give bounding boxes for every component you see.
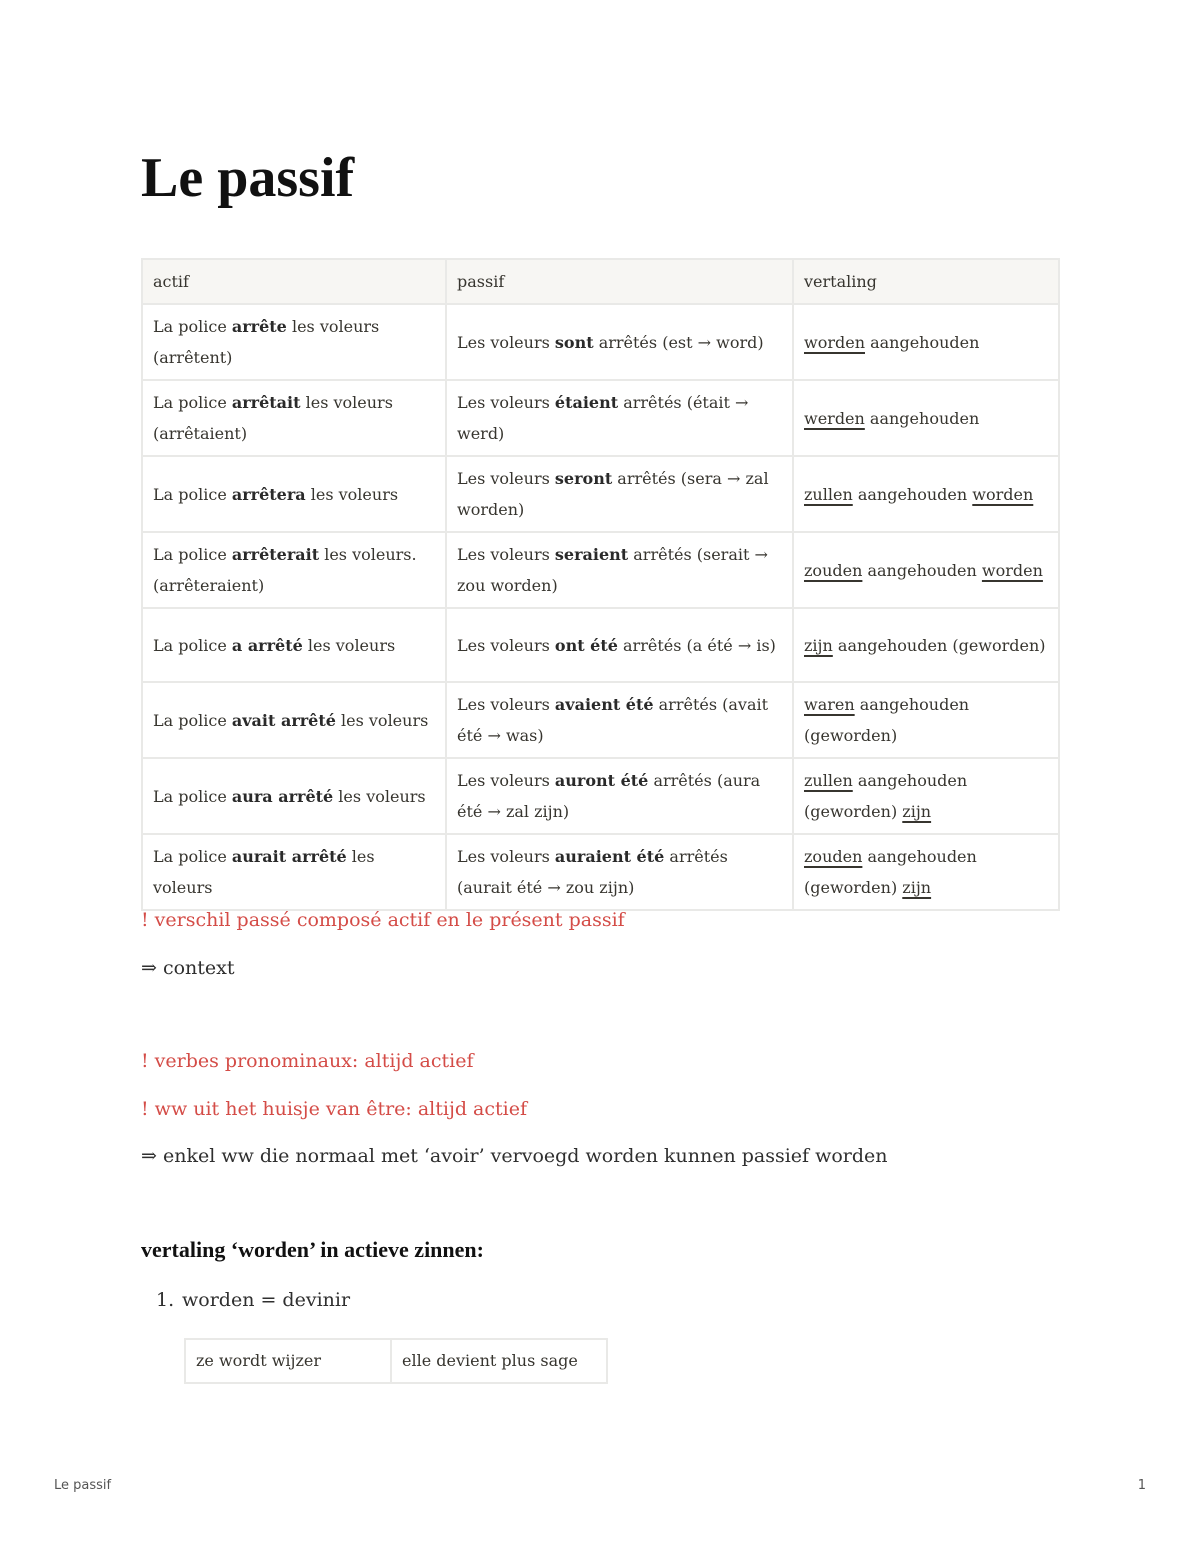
warning-note-etre: ! ww uit het huisje van être: altijd actief	[141, 1098, 528, 1120]
text-segment: Les voleurs	[457, 847, 555, 866]
text-segment: arrêtés (était → werd)	[457, 393, 749, 443]
text-segment: La police	[153, 847, 232, 866]
cell-actif	[142, 682, 446, 758]
cell-actif	[142, 304, 446, 380]
double-arrow-icon: ⇒	[141, 1145, 157, 1167]
text-segment: les voleurs. (arrêteraient)	[153, 545, 417, 595]
bold-verb: avait arrêté	[231, 710, 336, 730]
table-row	[142, 532, 1059, 608]
cell-vertaling	[793, 682, 1059, 758]
context-note	[141, 954, 235, 982]
bold-verb: arrêtera	[231, 484, 306, 504]
text-segment: arrêtés (aura été → zal zijn)	[457, 771, 761, 821]
table-row	[142, 380, 1059, 456]
cell-vertaling	[793, 758, 1059, 834]
avoir-note-text: enkel ww die normaal met ‘avoir’ vervoegd worden kunnen passief worden	[156, 1145, 888, 1167]
list-text: worden = devinir	[182, 1289, 351, 1311]
table-row	[142, 456, 1059, 532]
cell-actif	[142, 834, 446, 910]
cell-passif	[446, 608, 793, 682]
text-segment: Les voleurs	[457, 635, 555, 655]
text-segment: Les voleurs	[457, 469, 555, 488]
text-segment: les voleurs	[335, 710, 429, 730]
page-title: Le passif	[141, 147, 355, 209]
list-item	[156, 1285, 350, 1315]
bold-verb: aurait arrêté	[231, 847, 347, 866]
text-segment: La police	[153, 393, 232, 412]
underlined-word: worden	[804, 332, 865, 352]
double-arrow-icon: ⇒	[141, 957, 157, 979]
text-segment: aangehouden (geworden)	[804, 847, 977, 897]
footer-title: Le passif	[54, 1478, 112, 1493]
underlined-word: werden	[804, 408, 865, 428]
cell-actif	[142, 758, 446, 834]
text-segment: Les voleurs	[457, 771, 555, 790]
text-segment: La police	[153, 635, 232, 655]
table-header-row	[142, 259, 1059, 304]
column-header-vertaling: vertaling	[793, 259, 1059, 304]
text-segment: les voleurs	[333, 786, 426, 806]
text-segment: aangehouden	[852, 484, 973, 504]
warning-note-pronominaux: ! verbes pronominaux: altijd actief	[141, 1050, 474, 1072]
table-row	[142, 682, 1059, 758]
text-segment: aangehouden	[865, 332, 980, 352]
bold-verb: sont	[554, 332, 594, 352]
text-segment: Les voleurs	[457, 393, 555, 412]
table-row	[142, 758, 1059, 834]
bold-verb: arrêtait	[231, 393, 301, 412]
bold-verb: a arrêté	[231, 635, 303, 655]
text-segment: aangehouden	[862, 560, 982, 580]
cell-vertaling	[793, 608, 1059, 682]
list-number: 1.	[156, 1289, 175, 1311]
bold-verb: seront	[554, 469, 613, 488]
text-segment: arrêtés (avait été → was)	[457, 695, 769, 745]
cell-passif	[446, 456, 793, 532]
table-row	[142, 304, 1059, 380]
text-segment: La police	[153, 484, 232, 504]
bold-verb: seraient	[554, 545, 629, 564]
bold-verb: avaient été	[554, 695, 654, 714]
text-segment: La police	[153, 710, 232, 730]
cell-passif	[446, 304, 793, 380]
text-segment: arrêtés (sera → zal worden)	[457, 469, 769, 519]
cell-vertaling	[793, 532, 1059, 608]
cell-vertaling	[793, 834, 1059, 910]
text-segment: les voleurs	[302, 635, 396, 655]
cell-vertaling	[793, 456, 1059, 532]
text-segment: les voleurs (arrêtaient)	[153, 393, 393, 443]
underlined-word: waren	[804, 695, 855, 714]
bold-verb: arrêterait	[231, 545, 320, 564]
table-row	[142, 834, 1059, 910]
example-table	[184, 1338, 608, 1384]
underlined-word: zullen	[804, 484, 853, 504]
column-header-passif: passif	[446, 259, 793, 304]
example-dutch: ze wordt wijzer	[185, 1339, 391, 1383]
context-note-text: context	[156, 957, 235, 979]
column-header-actif: actif	[142, 259, 446, 304]
text-segment: aangehouden	[864, 408, 980, 428]
cell-actif	[142, 532, 446, 608]
warning-note-difference: ! verschil passé composé actif en le présent passif	[141, 909, 625, 931]
cell-vertaling	[793, 380, 1059, 456]
page-number: 1	[1137, 1478, 1146, 1493]
text-segment: Les voleurs	[457, 545, 555, 564]
text-segment: aangehouden (geworden)	[804, 695, 970, 745]
table-row	[142, 608, 1059, 682]
bold-verb: auraient été	[554, 847, 665, 866]
text-segment: La police	[153, 317, 232, 336]
bold-verb: arrête	[231, 317, 287, 336]
underlined-word: worden	[981, 560, 1043, 580]
bold-verb: étaient	[554, 393, 619, 412]
cell-passif	[446, 758, 793, 834]
cell-actif	[142, 608, 446, 682]
underlined-word: worden	[972, 484, 1034, 504]
cell-vertaling	[793, 304, 1059, 380]
cell-passif	[446, 834, 793, 910]
cell-passif	[446, 380, 793, 456]
underlined-word: zullen	[804, 771, 853, 790]
underlined-word: zijn	[902, 878, 932, 897]
avoir-note	[141, 1142, 888, 1170]
section-heading: vertaling ‘worden’ in actieve zinnen:	[141, 1237, 484, 1262]
text-segment: aangehouden (geworden)	[804, 771, 968, 821]
passive-table	[141, 258, 1060, 911]
underlined-word: zijn	[804, 635, 833, 655]
text-segment: les voleurs	[153, 847, 375, 897]
text-segment: arrêtés (a été → is)	[617, 635, 776, 655]
text-segment: arrêtés (aurait été → zou zijn)	[457, 847, 728, 897]
bold-verb: auront été	[554, 771, 649, 790]
text-segment: Les voleurs	[457, 695, 555, 714]
text-segment: arrêtés (serait → zou worden)	[457, 545, 768, 595]
cell-actif	[142, 456, 446, 532]
text-segment: arrêtés (est → word)	[593, 332, 764, 352]
text-segment: La police	[153, 545, 232, 564]
table-row	[185, 1339, 607, 1383]
underlined-word: zouden	[804, 847, 863, 866]
text-segment: La police	[153, 786, 232, 806]
underlined-word: zijn	[902, 802, 932, 821]
underlined-word: zouden	[804, 560, 863, 580]
text-segment: Les voleurs	[457, 332, 555, 352]
text-segment: les voleurs (arrêtent)	[153, 317, 380, 367]
text-segment: les voleurs	[305, 484, 399, 504]
cell-passif	[446, 682, 793, 758]
cell-actif	[142, 380, 446, 456]
bold-verb: aura arrêté	[231, 786, 334, 806]
example-french: elle devient plus sage	[391, 1339, 607, 1383]
cell-passif	[446, 532, 793, 608]
text-segment: aangehouden (geworden)	[832, 635, 1046, 655]
bold-verb: ont été	[554, 635, 618, 655]
